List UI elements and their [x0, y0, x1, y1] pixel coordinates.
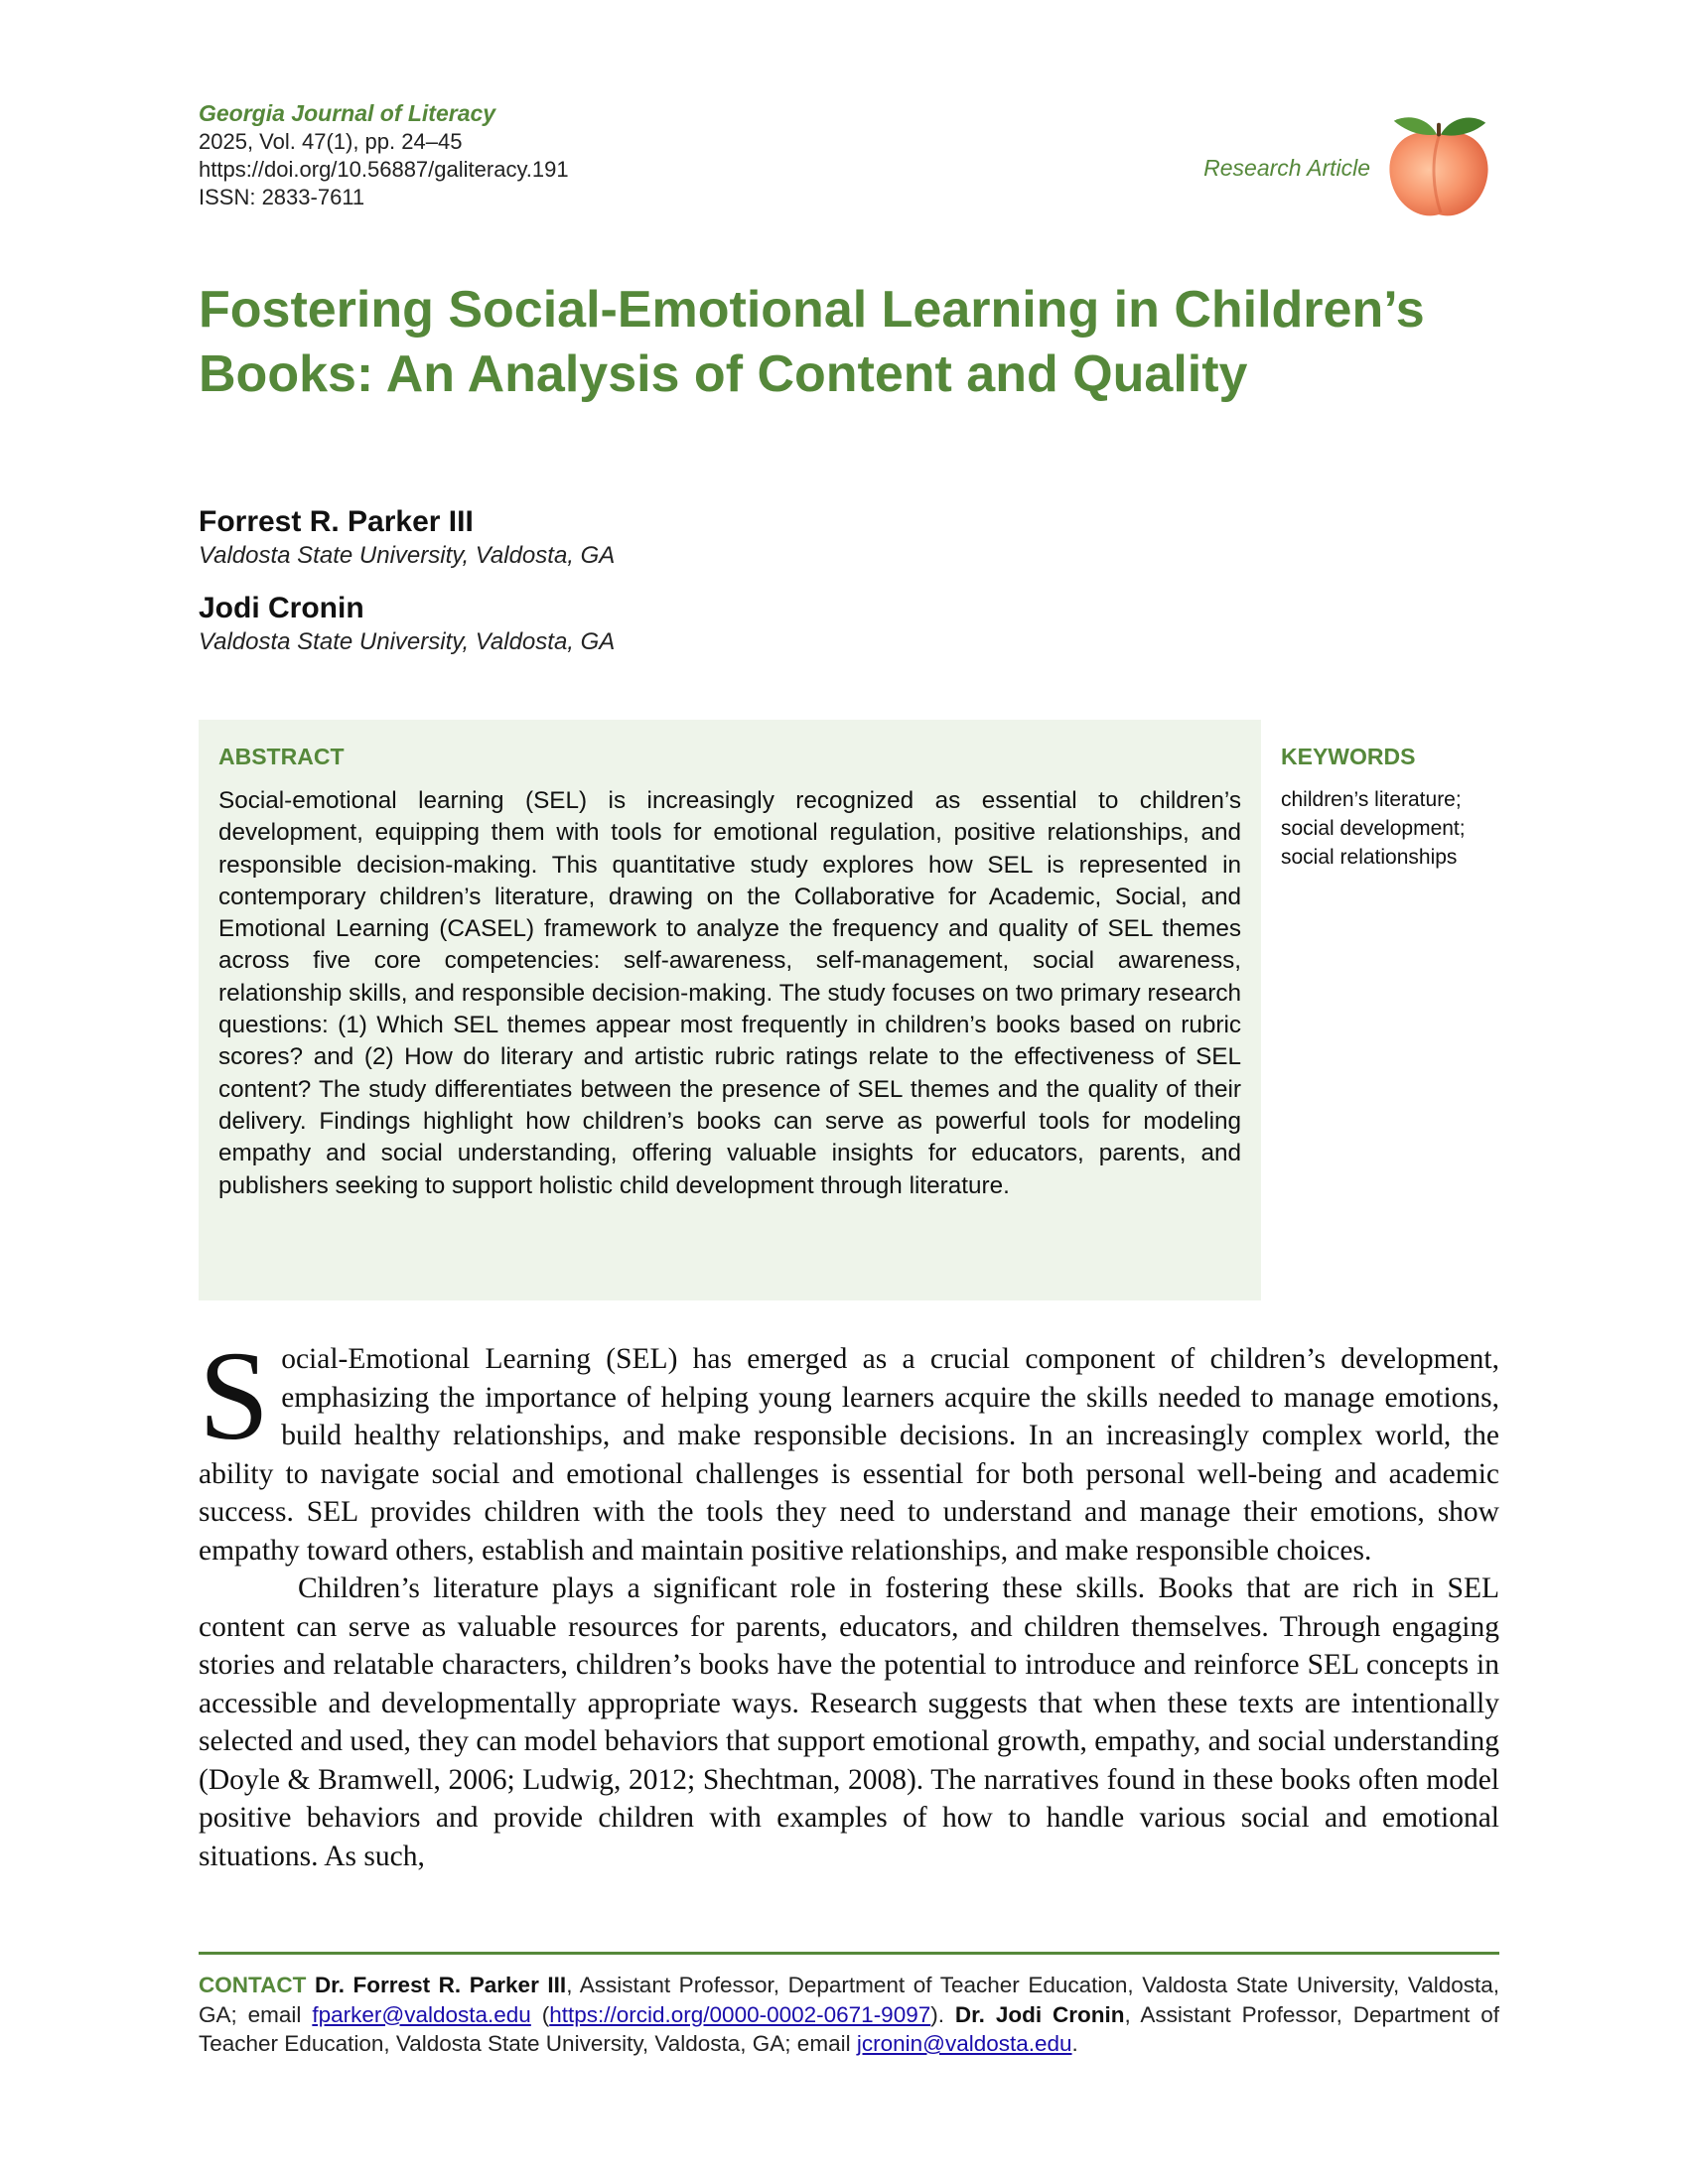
abstract-heading: ABSTRACT	[218, 744, 345, 769]
contact-text: , Assistant Professor, Department of Teacher Education, Valdosta State University, Valdosta, GA; email	[199, 2001, 1500, 2056]
author-block	[199, 591, 615, 658]
abstract-box	[199, 720, 1261, 1300]
email-link[interactable]: jcronin@valdosta.edu	[856, 2031, 1072, 2056]
author-affiliation: Valdosta State University, Valdosta, GA	[199, 628, 616, 655]
journal-info	[199, 99, 569, 211]
journal-name: Georgia Journal of Literacy	[199, 100, 496, 126]
peach-icon	[1380, 107, 1497, 224]
contact-footnote	[199, 1971, 1499, 2059]
contact-author-name: Dr. Forrest R. Parker III	[314, 1973, 567, 1997]
keywords-heading: KEYWORDS	[1281, 744, 1416, 769]
author-name: Forrest R. Parker III	[199, 505, 474, 538]
footer-divider	[199, 1952, 1499, 1955]
contact-author-name: Dr. Jodi Cronin	[954, 2001, 1125, 2027]
contact-text: , Assistant Professor, Department of Teacher Education, Valdosta State University, Valdosta, GA; email	[199, 1973, 1499, 2027]
article-title: Fostering Social-Emotional Learning in Children’s Books: An Analysis of Content and Quality	[199, 281, 1425, 403]
journal-citation: 2025, Vol. 47(1), pp. 24–45	[199, 129, 463, 154]
article-body	[199, 1325, 1499, 1875]
contact-label: CONTACT	[199, 1973, 307, 1997]
journal-doi[interactable]: https://doi.org/10.56887/galiteracy.191	[199, 157, 569, 182]
drop-cap: S	[199, 1325, 270, 1466]
author-block	[199, 504, 615, 572]
author-name: Jodi Cronin	[199, 592, 364, 624]
abstract-text: Social-emotional learning (SEL) is increasingly recognized as essential to children’s development, equipping them with tools for emotional regulation, positive relationships, and responsible decision-making. This quantitative study explores how SEL is represented in contemporary children’s literature, drawing on the Collaborative for Academic, Social, and Emotional Learning (CASEL) framework to analyze the frequency and quality of SEL themes across five core competencies: self-awareness, self-management, social awareness, relationship skills, and responsible decision-making. The study focuses on two primary research questions: (1) Which SEL themes appear most frequently in children’s books based on rubric scores? and (2) How do literary and artistic rubric ratings relate to the effectiveness of SEL content? The study differentiates between the presence of SEL themes and the quality of their delivery. Findings highlight how children’s books can serve as powerful tools for modeling empathy and social understanding, offering valuable insights for educators, parents, and publishers seeking to support holistic child development through literature.	[218, 787, 1241, 1199]
email-link[interactable]: fparker@valdosta.edu	[312, 2001, 531, 2027]
keywords-text: children’s literature; social development; social relationships	[1281, 788, 1466, 869]
orcid-link[interactable]: https://orcid.org/0000-0002-0671-9097	[549, 2001, 931, 2027]
article-type-label: Research Article	[1203, 155, 1370, 181]
journal-issn: ISSN: 2833-7611	[199, 185, 365, 209]
body-paragraph	[199, 1325, 1499, 1570]
author-affiliation: Valdosta State University, Valdosta, GA	[199, 542, 616, 569]
paragraph-text: ocial-Emotional Learning (SEL) has emerged as a crucial component of children’s development, emphasizing the importance of helping young learners acquire the skills needed to manage emotions, build healthy relationships, and make responsible decisions. In an increasingly complex world, the ability to navigate social and emotional challenges is essential for both personal well-being and academic success. SEL provides children with the tools they need to understand and manage their emotions, show empathy toward others, establish and maintain positive relationships, and make responsible choices.	[199, 1343, 1499, 1567]
contact-text: .	[1071, 2031, 1078, 2056]
body-paragraph: Children’s literature plays a significant role in fostering these skills. Books that are rich in SEL content can serve as valuable resources for parents, educators, and children themselves. Through engaging stories and relatable characters, children’s books have the potential to introduce and reinforce SEL concepts in accessible and developmentally appropriate ways. Research suggests that when these texts are intentionally selected and used, they can model behaviors that support emotional growth, empathy, and social understanding (Doyle & Bramwell, 2006; Ludwig, 2012; Shechtman, 2008). The narratives found in these books often model positive behaviors and provide children with examples of how to handle various social and emotional situations. As such,	[199, 1572, 1499, 1872]
contact-text: ).	[930, 2001, 955, 2027]
contact-text: (	[530, 2001, 550, 2027]
keywords-box	[1281, 742, 1479, 872]
